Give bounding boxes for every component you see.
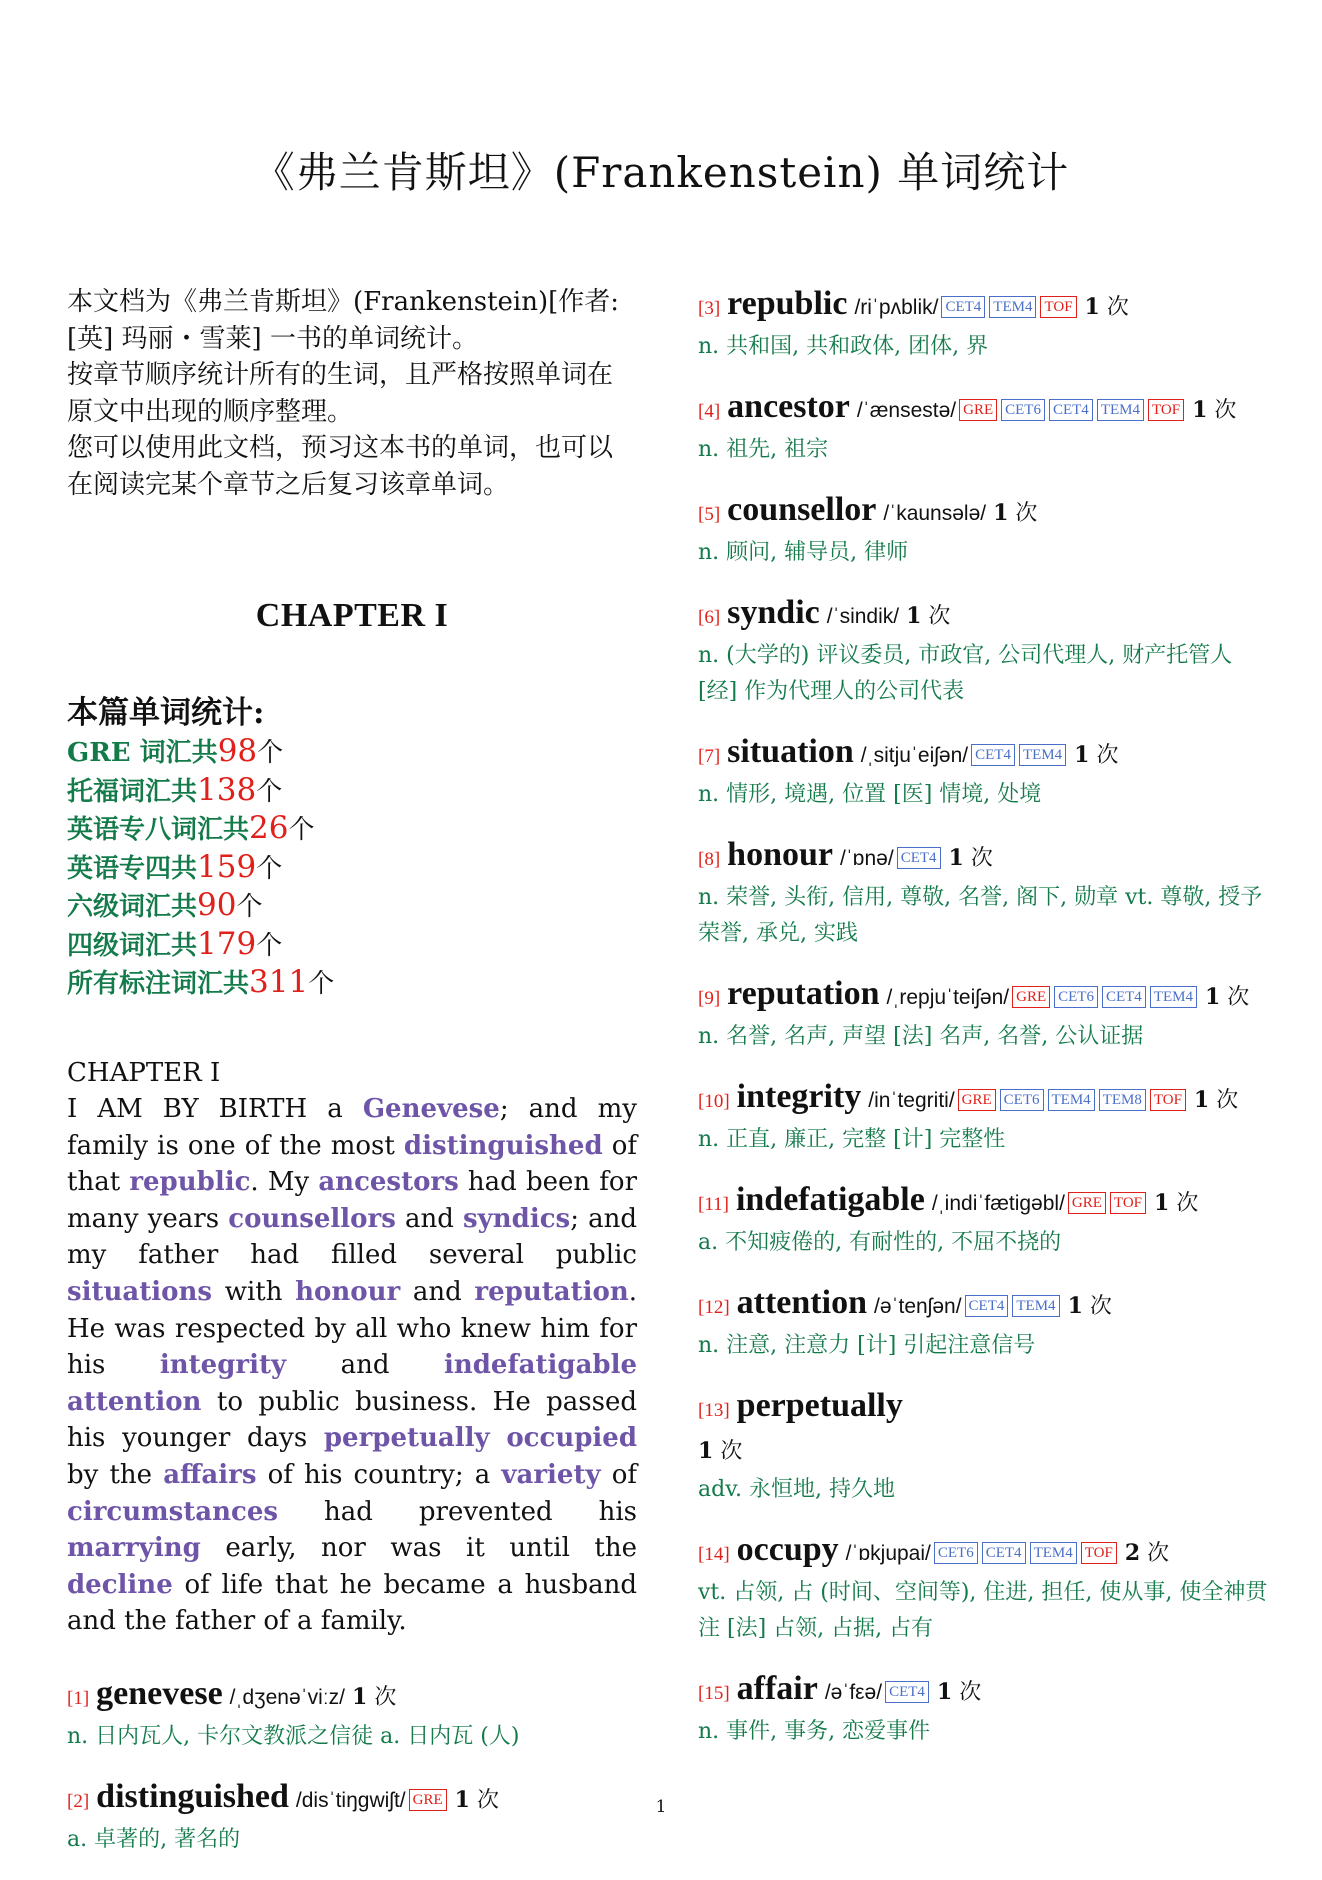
passage-text: had been for many years xyxy=(67,1167,637,1234)
entry-index: [7] xyxy=(698,746,721,767)
passage-text: had prevented his xyxy=(278,1496,637,1527)
entry-word: genevese xyxy=(96,1675,223,1712)
highlighted-word: marrying xyxy=(67,1533,201,1564)
stat-count: 179 xyxy=(197,925,257,962)
highlighted-word: decline xyxy=(67,1569,173,1600)
exam-tag: GRE xyxy=(1068,1192,1106,1214)
highlighted-word: Genevese xyxy=(362,1094,500,1125)
entry-index: [9] xyxy=(698,988,721,1009)
highlighted-word: affairs xyxy=(163,1460,257,1491)
entry-head xyxy=(698,490,1276,535)
entry-head xyxy=(698,593,1276,638)
exam-tag: CET4 xyxy=(1049,399,1093,421)
exam-tag: GRE xyxy=(1012,986,1050,1008)
entry-index: [14] xyxy=(698,1544,730,1565)
stat-row xyxy=(67,733,637,772)
exam-tag: CET6 xyxy=(1000,1089,1044,1111)
entry-phonetic: /ˈɒkjupai/ xyxy=(845,1542,931,1565)
count-unit: 次 xyxy=(1089,1294,1112,1319)
count-number: 1 xyxy=(1193,1087,1210,1113)
exam-tag: CET4 xyxy=(1102,986,1146,1008)
count-unit: 次 xyxy=(374,1685,397,1710)
exam-tag: TEM4 xyxy=(1097,399,1144,421)
entry-phonetic: /ˈkaunsələ/ xyxy=(883,502,987,525)
highlighted-word: occupied xyxy=(506,1423,637,1454)
stat-count: 138 xyxy=(197,771,257,808)
entry-index: [13] xyxy=(698,1400,730,1421)
exam-tag: CET4 xyxy=(965,1295,1009,1317)
count-unit: 次 xyxy=(928,604,951,629)
count-number: 1 xyxy=(936,1679,953,1705)
stat-unit: 个 xyxy=(256,776,283,807)
exam-tag: TOF xyxy=(1150,1089,1186,1111)
entry-phonetic: /ˌrepjuˈteiʃən/ xyxy=(886,986,1010,1009)
exam-tag: TOF xyxy=(1110,1192,1146,1214)
highlighted-word: variety xyxy=(501,1460,601,1491)
count-number: 1 xyxy=(1192,397,1208,423)
passage-text: I AM BY BIRTH a xyxy=(67,1094,363,1125)
count-number: 1 xyxy=(454,1787,470,1813)
entry-phonetic: /ˈænsestə/ xyxy=(856,399,957,422)
exam-tag: TOF xyxy=(1148,399,1184,421)
highlighted-word: reputation xyxy=(474,1277,629,1308)
stat-count: 90 xyxy=(197,887,237,923)
entry-definition: n. 注意, 注意力 [计] 引起注意信号 xyxy=(698,1333,1036,1358)
entry-head xyxy=(698,284,1276,329)
highlighted-word: circumstances xyxy=(67,1496,279,1527)
vocab-entry xyxy=(698,732,1276,813)
exam-tag: CET4 xyxy=(897,847,941,869)
entry-index: [12] xyxy=(698,1297,730,1318)
stat-row xyxy=(67,964,637,1003)
entry-word: counsellor xyxy=(727,491,877,528)
entry-count xyxy=(1118,1541,1169,1566)
exam-tag: CET6 xyxy=(934,1542,978,1564)
stat-label: 英语专四共 xyxy=(67,853,198,884)
passage-text: and xyxy=(395,1203,464,1234)
count-number: 1 xyxy=(1067,1293,1083,1319)
count-number: 1 xyxy=(1084,294,1100,320)
count-number: 1 xyxy=(906,603,922,629)
entry-word: reputation xyxy=(727,975,880,1012)
entry-head xyxy=(698,732,1276,777)
entry-head xyxy=(698,387,1276,432)
highlighted-word: honour xyxy=(295,1277,401,1308)
entry-word: republic xyxy=(727,285,848,322)
stat-unit: 个 xyxy=(257,738,284,768)
passage-text: of xyxy=(600,1460,637,1491)
entry-head xyxy=(698,1386,1276,1472)
count-number: 1 xyxy=(1154,1190,1170,1216)
count-number: 1 xyxy=(698,1438,714,1464)
stat-count: 159 xyxy=(197,848,257,885)
stat-unit: 个 xyxy=(256,930,283,961)
entry-definition: n. 共和国, 共和政体, 团体, 界 xyxy=(698,334,989,359)
exam-tag: CET6 xyxy=(1001,399,1045,421)
count-number: 2 xyxy=(1124,1540,1141,1566)
vocab-entry xyxy=(698,1180,1276,1261)
entry-index: [4] xyxy=(698,401,721,422)
stat-label: 英语专八词汇共 xyxy=(67,815,250,845)
left-column xyxy=(67,284,637,1880)
exam-tag: TEM4 xyxy=(1012,1295,1059,1317)
entry-phonetic: /əˈtenʃən/ xyxy=(873,1295,962,1318)
stat-label: GRE 词汇共 xyxy=(67,738,218,768)
count-unit: 次 xyxy=(970,846,993,871)
entry-index: [1] xyxy=(67,1688,90,1709)
highlighted-word: ancestors xyxy=(318,1167,459,1198)
passage-text: by the xyxy=(67,1460,164,1491)
entry-definition: adv. 永恒地, 持久地 xyxy=(698,1477,895,1502)
exam-tag: GRE xyxy=(409,1789,447,1811)
stat-count: 98 xyxy=(217,733,258,769)
entry-word: distinguished xyxy=(96,1778,289,1815)
passage-text: of life that he became a husband and the father of a family. xyxy=(67,1569,637,1637)
highlighted-word: attention xyxy=(67,1386,202,1417)
vocab-entry xyxy=(698,284,1276,365)
passage-text: ; and my father had filled several public xyxy=(67,1203,637,1271)
entry-definition: a. 卓著的, 著名的 xyxy=(67,1827,241,1852)
highlighted-word: republic xyxy=(129,1167,251,1198)
chapter-heading: CHAPTER I xyxy=(255,597,449,634)
vocab-entry xyxy=(67,1777,637,1858)
highlighted-word: integrity xyxy=(159,1350,287,1381)
count-unit: 次 xyxy=(1015,501,1038,526)
count-unit: 次 xyxy=(1147,1541,1170,1566)
count-unit: 次 xyxy=(1106,295,1129,320)
stats-list xyxy=(67,733,637,1003)
exam-tag: GRE xyxy=(959,399,997,421)
entry-index: [10] xyxy=(698,1091,730,1112)
vocab-entry xyxy=(698,835,1276,952)
exam-tag: TEM8 xyxy=(1099,1089,1146,1111)
stat-count: 26 xyxy=(249,810,289,846)
passage-text: with xyxy=(212,1277,296,1308)
entry-word: affair xyxy=(736,1670,818,1707)
vocab-entry xyxy=(698,974,1276,1055)
count-unit: 次 xyxy=(1096,743,1119,768)
stat-row xyxy=(67,926,637,965)
entry-phonetic: /inˈtegriti/ xyxy=(868,1089,955,1112)
entry-head xyxy=(698,1180,1276,1225)
stat-unit: 个 xyxy=(236,892,263,922)
stat-label: 所有标注词汇共 xyxy=(67,969,250,999)
entry-count xyxy=(698,1439,742,1464)
exam-tag: CET4 xyxy=(941,296,985,318)
stat-row xyxy=(67,810,637,849)
highlighted-word: perpetually xyxy=(323,1423,490,1454)
entry-head xyxy=(698,974,1276,1019)
count-number: 1 xyxy=(948,845,964,871)
passage-text: . My xyxy=(250,1167,319,1198)
passage-text: ; and my family is one of the most xyxy=(67,1094,637,1161)
exam-tag: TOF xyxy=(1081,1542,1117,1564)
entry-definition: n. 情形, 境遇, 位置 [医] 情境, 处境 xyxy=(698,782,1042,807)
highlighted-word: distinguished xyxy=(403,1130,603,1161)
vocab-entry xyxy=(698,1530,1276,1647)
entry-definition: n. (大学的) 评议委员, 市政官, 公司代理人, 财产托管人 [经] 作为代理人的公司代表 xyxy=(698,643,1233,704)
stat-unit: 个 xyxy=(308,969,335,999)
entry-word: occupy xyxy=(736,1531,839,1568)
passage-text: early, nor was it until the xyxy=(200,1533,637,1564)
entry-head xyxy=(698,1283,1276,1328)
document-title: 《弗兰肯斯坦》(Frankenstein) 单词统计 xyxy=(252,148,1070,197)
intro xyxy=(67,284,637,503)
passage-text: . He was respected by all who knew him for his xyxy=(67,1277,637,1381)
count-unit: 次 xyxy=(1216,1088,1239,1113)
entry-word: integrity xyxy=(736,1078,862,1115)
count-unit: 次 xyxy=(476,1788,499,1813)
right-vocab-list xyxy=(698,284,1276,1750)
stat-unit: 个 xyxy=(288,815,315,845)
entry-count xyxy=(930,1680,981,1705)
entry-definition: n. 事件, 事务, 恋爱事件 xyxy=(698,1719,931,1744)
count-number: 1 xyxy=(1204,984,1221,1010)
exam-tag: GRE xyxy=(958,1089,996,1111)
entry-count xyxy=(1185,398,1236,423)
entry-head xyxy=(67,1674,637,1719)
exam-tag: CET4 xyxy=(971,744,1015,766)
entry-count xyxy=(986,501,1037,526)
passage-text: and xyxy=(286,1350,444,1381)
entry-definition: n. 顾问, 辅导员, 律师 xyxy=(698,540,909,565)
chapter-label: CHAPTER I xyxy=(67,1057,221,1088)
stat-label: 四级词汇共 xyxy=(67,930,198,961)
highlighted-word: syndics xyxy=(463,1203,571,1234)
entry-word: syndic xyxy=(727,594,820,631)
entry-count xyxy=(1061,1294,1112,1319)
intro-line: 按章节顺序统计所有的生词，且严格按照单词在原文中出现的顺序整理。 xyxy=(67,360,614,427)
entry-count xyxy=(899,604,950,629)
entry-word: ancestor xyxy=(727,388,850,425)
stat-count: 311 xyxy=(249,964,309,1000)
highlighted-word: indefatigable xyxy=(443,1350,638,1381)
vocab-entry xyxy=(698,387,1276,468)
right-column xyxy=(698,284,1276,1772)
exam-tag: TEM4 xyxy=(1019,744,1066,766)
entry-head xyxy=(698,1077,1276,1122)
count-number: 1 xyxy=(993,500,1009,526)
entry-index: [3] xyxy=(698,298,721,319)
count-unit: 次 xyxy=(1214,398,1237,423)
entry-phonetic: /ˌdʒenəˈviːz/ xyxy=(229,1686,345,1709)
entry-word: honour xyxy=(727,836,833,873)
passage-text: and xyxy=(400,1277,475,1308)
exam-tag: TEM4 xyxy=(989,296,1036,318)
count-number: 1 xyxy=(352,1684,368,1710)
exam-tag: TEM4 xyxy=(1030,1542,1077,1564)
page-number: 1 xyxy=(655,1797,667,1817)
stats-heading: 本篇单词统计: xyxy=(67,695,265,731)
passage-text: of his country; a xyxy=(256,1460,502,1491)
entry-definition: vt. 占领, 占 (时间、空间等), 住进, 担任, 使从事, 使全神贯注 [法] 占领, 占据, 占有 xyxy=(698,1580,1268,1641)
left-vocab-list xyxy=(67,1674,637,1858)
stat-row xyxy=(67,772,637,811)
count-number: 1 xyxy=(1074,742,1090,768)
entry-word: attention xyxy=(736,1284,867,1321)
count-unit: 次 xyxy=(1227,985,1250,1010)
entry-index: [5] xyxy=(698,504,721,525)
entry-phonetic: /ˈsindik/ xyxy=(826,605,900,628)
count-unit: 次 xyxy=(1176,1191,1199,1216)
entry-head xyxy=(698,1669,1276,1714)
exam-tag: TEM4 xyxy=(1048,1089,1095,1111)
entry-definition: n. 正直, 廉正, 完整 [计] 完整性 xyxy=(698,1127,1006,1152)
highlighted-word: situations xyxy=(67,1277,213,1308)
entry-count xyxy=(1067,743,1118,768)
entry-phonetic: /ˈɒnə/ xyxy=(839,847,894,870)
vocab-entry xyxy=(698,1077,1276,1158)
vocab-entry xyxy=(698,593,1276,710)
stat-row xyxy=(67,849,637,888)
entry-definition: n. 日内瓦人, 卡尔文教派之信徒 a. 日内瓦 (人) xyxy=(67,1724,520,1749)
entry-index: [2] xyxy=(67,1791,90,1812)
entry-count xyxy=(1147,1191,1198,1216)
entry-phonetic: /riˈpʌblik/ xyxy=(854,296,939,319)
intro-line: 您可以使用此文档，预习这本书的单词，也可以在阅读完某个章节之后复习该章单词。 xyxy=(67,433,614,500)
entry-definition: a. 不知疲倦的, 有耐性的, 不屈不挠的 xyxy=(698,1230,1062,1255)
exam-tag: CET4 xyxy=(885,1681,929,1703)
entry-phonetic: /ˌindiˈfætigəbl/ xyxy=(931,1192,1065,1215)
stat-label: 托福词汇共 xyxy=(67,776,198,807)
chapter-passage xyxy=(67,1091,637,1640)
entry-phonetic: /disˈtiŋgwiʃt/ xyxy=(295,1789,406,1812)
highlighted-word: counsellors xyxy=(228,1203,396,1234)
entry-phonetic: /əˈfεə/ xyxy=(824,1681,883,1704)
stat-unit: 个 xyxy=(256,853,283,884)
passage-text: of that xyxy=(67,1130,637,1198)
vocab-entry xyxy=(698,1386,1276,1508)
stat-label: 六级词汇共 xyxy=(67,892,198,922)
entry-head xyxy=(698,835,1276,880)
entry-word: perpetually xyxy=(736,1387,903,1424)
count-unit: 次 xyxy=(720,1439,743,1464)
entry-index: [15] xyxy=(698,1683,730,1704)
vocab-entry xyxy=(698,1283,1276,1364)
entry-index: [8] xyxy=(698,849,721,870)
entry-count xyxy=(1187,1088,1238,1113)
entry-definition: n. 祖先, 祖宗 xyxy=(698,437,829,462)
entry-count xyxy=(1078,295,1129,320)
exam-tag: TEM4 xyxy=(1150,986,1197,1008)
vocab-entry xyxy=(67,1674,637,1755)
entry-phonetic: /ˌsitjuˈeiʃən/ xyxy=(860,744,969,767)
stat-row xyxy=(67,887,637,926)
passage-text xyxy=(490,1423,507,1453)
entry-count xyxy=(1198,985,1249,1010)
entry-index: [6] xyxy=(698,607,721,628)
vocab-entry xyxy=(698,490,1276,571)
entry-definition: n. 荣誉, 头衔, 信用, 尊敬, 名誉, 阁下, 勋章 vt. 尊敬, 授予荣誉, 承兑, 实践 xyxy=(698,885,1263,946)
entry-count xyxy=(942,846,993,871)
count-unit: 次 xyxy=(959,1680,982,1705)
exam-tag: CET6 xyxy=(1054,986,1098,1008)
exam-tag: CET4 xyxy=(982,1542,1026,1564)
entry-word: situation xyxy=(727,733,854,770)
entry-index: [11] xyxy=(698,1194,729,1215)
vocab-entry xyxy=(698,1669,1276,1750)
chapter-text xyxy=(67,1055,637,1641)
entry-definition: n. 名誉, 名声, 声望 [法] 名声, 名誉, 公认证据 xyxy=(698,1024,1144,1049)
exam-tag: TOF xyxy=(1040,296,1076,318)
passage-text: to public business. He passed his younger days xyxy=(67,1386,637,1454)
entry-count xyxy=(345,1685,396,1710)
intro-line: 本文档为《弗兰肯斯坦》(Frankenstein)[作者: [英] 玛丽・雪莱] 一书的单词统计。 xyxy=(67,287,620,354)
entry-head xyxy=(698,1530,1276,1575)
entry-word: indefatigable xyxy=(735,1181,925,1218)
